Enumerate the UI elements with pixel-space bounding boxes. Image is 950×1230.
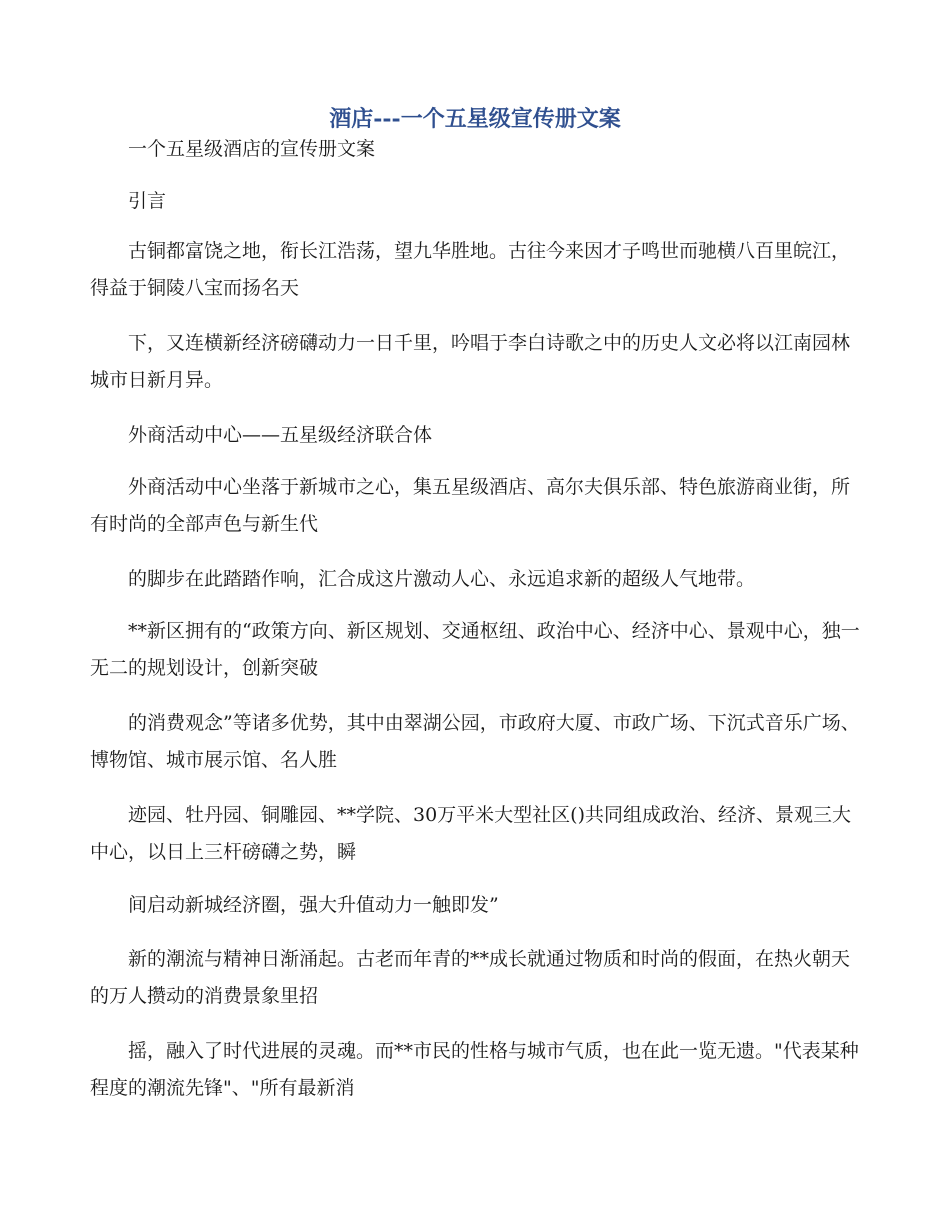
paragraph-5: **新区拥有的“政策方向、新区规划、交通枢纽、政治中心、经济中心、景观中心，独一无二的规划设计，创新突破 (90, 620, 860, 679)
document-title: 酒店---一个五星级宣传册文案 (329, 106, 621, 132)
paragraph-6: 的消费观念”等诸多优势，其中由翠湖公园，市政府大厦、市政广场、下沉式音乐广场、博物馆、城市展示馆、名人胜 (90, 712, 860, 771)
paragraph-2: 下，又连横新经济磅礴动力一日千里，吟唱于李白诗歌之中的历史人文必将以江南园林城市日新月异。 (90, 332, 851, 391)
paragraph-10: 摇，融入了时代进展的灵魂。而**市民的性格与城市气质，也在此一览无遗。"代表某种程度的潮流先锋"、"所有最新消 (90, 1040, 859, 1099)
paragraph-intro-heading: 引言 (128, 190, 167, 212)
paragraph-7: 迹园、牡丹园、铜雕园、**学院、30万平米大型社区()共同组成政治、经济、景观三大中心，以日上三杆磅礴之势，瞬 (90, 804, 852, 863)
paragraph-9: 新的潮流与精神日渐涌起。古老而年青的**成长就通过物质和时尚的假面，在热火朝天的万人攒动的消费景象里招 (90, 948, 851, 1007)
paragraph-4: 的脚步在此踏踏作响，汇合成这片激动人心、永远追求新的超级人气地带。 (128, 568, 756, 590)
paragraph-8: 间启动新城经济圈，强大升值动力一触即发” (128, 894, 499, 916)
paragraph-1: 古铜都富饶之地，衔长江浩荡，望九华胜地。古往今来因才子鸣世而驰横八百里皖江，得益于铜陵八宝而扬名天 (90, 240, 851, 299)
paragraph-section-heading: 外商活动中心——五星级经济联合体 (128, 424, 433, 446)
paragraph-subtitle: 一个五星级酒店的宣传册文案 (128, 138, 376, 160)
paragraph-3: 外商活动中心坐落于新城市之心，集五星级酒店、高尔夫俱乐部、特色旅游商业街，所有时尚的全部声色与新生代 (90, 476, 851, 535)
